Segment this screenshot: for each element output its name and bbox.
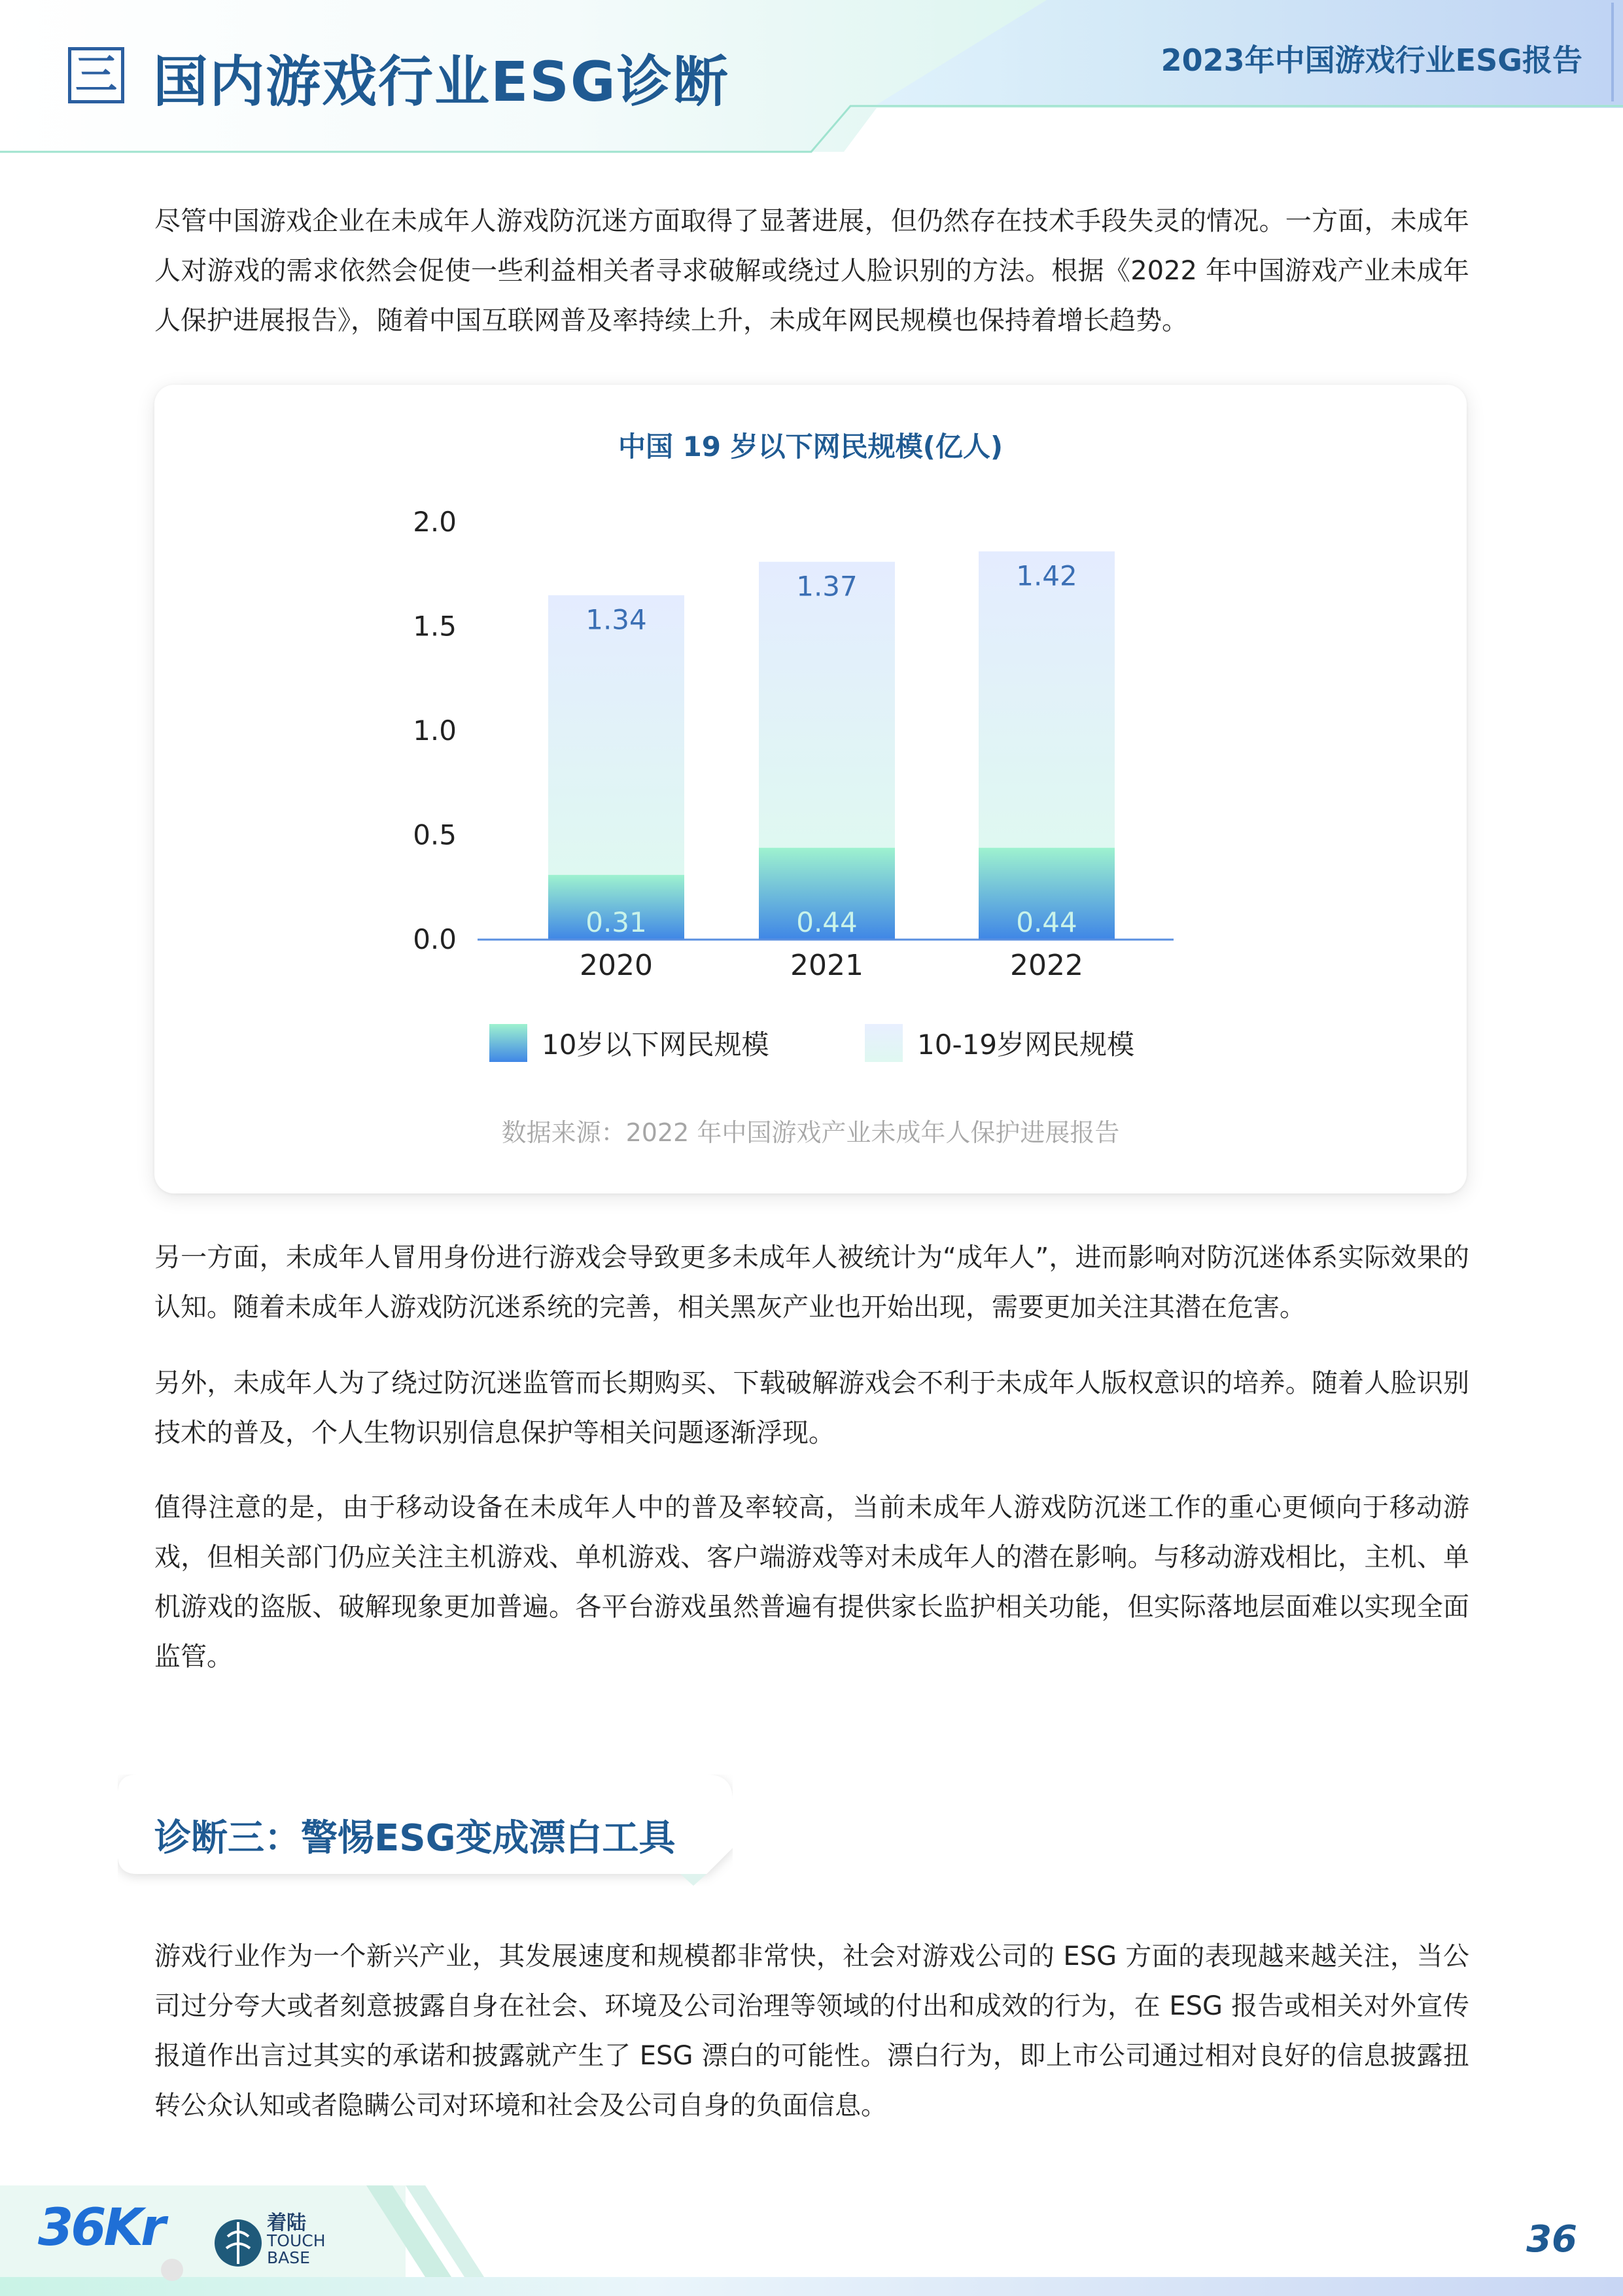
paragraph-intro: 尽管中国游戏企业在未成年人游戏防沉迷方面取得了显著进展，但仍然存在技术手段失灵的情况。一方面，未成年人对游戏的需求依然会促使一些利益相关者寻求破解或绕过人脸识别的方法。根据《2022 年中国游戏产业未成年人保护进展报告》，随着中国互联网普及率持续上升，未成年网民规模也保持着增长趋势。: [154, 206, 1469, 336]
bar-segment-10-19-2021: [759, 562, 895, 848]
paragraph-copyright: 另外，未成年人为了绕过防沉迷监管而长期购买、下载破解游戏会不利于未成年人版权意识的培养。随着人脸识别技术的普及，个人生物识别信息保护等相关问题逐渐浮现。: [154, 1368, 1469, 1448]
chart-card: [154, 385, 1467, 1193]
data-label-10-19: 1.42: [1016, 559, 1077, 592]
data-label-10-19: 1.37: [796, 570, 858, 603]
y-tick-label: 1.5: [413, 610, 457, 643]
y-tick-label: 2.0: [413, 506, 457, 538]
legend-swatch-10-19: [865, 1024, 903, 1062]
x-tick-label: 2020: [580, 949, 653, 982]
page-title: 国内游戏行业ESG诊断: [153, 50, 729, 114]
x-tick-label: 2021: [790, 949, 864, 982]
paragraph-esg-whitewashing: 游戏行业作为一个新兴产业，其发展速度和规模都非常快，社会对游戏公司的 ESG 方面的表现越来越关注，当公司过分夸大或者刻意披露自身在社会、环境及公司治理等领域的付出和成效的行为，在 ESG 报告或相关对外宣传报道作出言过其实的承诺和披露就产生了 ESG 漂白的可能性。漂白行为，即上市公司通过相对良好的信息披露扭转公众认知或者隐瞒公司对环境和社会及公司自身的负面信息。: [154, 1941, 1469, 2121]
legend-swatch-under10: [489, 1024, 527, 1062]
x-tick-label: 2022: [1010, 949, 1083, 982]
logo-touchbase-cn: 着陆: [267, 2212, 306, 2234]
data-label-under10: 0.31: [585, 906, 647, 938]
data-label-under10: 0.44: [1016, 906, 1077, 938]
legend-item-under10: [489, 1023, 769, 1063]
bar-segment-10-19-2020: [548, 595, 684, 875]
bar-segment-10-19-2022: [979, 552, 1115, 848]
report-title: 2023年中国游戏行业ESG报告: [1161, 43, 1582, 78]
logo-touchbase-en-line2: BASE: [267, 2248, 310, 2267]
data-label-10-19: 1.34: [585, 603, 647, 636]
paragraph-mobile-focus: 值得注意的是，由于移动设备在未成年人中的普及率较高，当前未成年人游戏防沉迷工作的重心更倾向于移动游戏，但相关部门仍应关注主机游戏、单机游戏、客户端游戏等对未成年人的潜在影响。与移动游戏相比，主机、单机游戏的盗版、破解现象更加普遍。各平台游戏虽然普遍有提供家长监护相关功能，但实际落地层面难以实现全面监管。: [154, 1492, 1469, 1672]
section-number-badge: 三: [68, 47, 124, 103]
subsection-title: 诊断三：警惕ESG变成漂白工具: [154, 1817, 676, 1860]
logo-touchbase-en-line1: TOUCH: [267, 2231, 326, 2250]
stacked-bar-chart: [154, 385, 1467, 1193]
chart-title: 中国 19 岁以下网民规模(亿人): [618, 431, 1003, 463]
y-tick-label: 1.0: [413, 715, 457, 747]
legend-label-under10: 10岁以下网民规模: [542, 1029, 769, 1061]
page-number: 36: [1526, 2218, 1577, 2261]
separator-dot: [161, 2259, 183, 2281]
y-tick-label: 0.0: [413, 923, 457, 955]
y-tick-label: 0.5: [413, 819, 457, 851]
paragraph-identity-misuse: 另一方面，未成年人冒用身份进行游戏会导致更多未成年人被统计为“成年人”，进而影响对防沉迷体系实际效果的认知。随着未成年人游戏防沉迷系统的完善，相关黑灰产业也开始出现，需要更加关注其潜在危害。: [154, 1243, 1469, 1322]
logo-36kr: 36Kr: [38, 2199, 164, 2257]
legend-item-10-19: [865, 1023, 1134, 1063]
chart-source: 数据来源：2022 年中国游戏产业未成年人保护进展报告: [501, 1118, 1120, 1147]
legend-label-10-19: 10-19岁网民规模: [917, 1029, 1135, 1061]
data-label-under10: 0.44: [796, 906, 858, 938]
